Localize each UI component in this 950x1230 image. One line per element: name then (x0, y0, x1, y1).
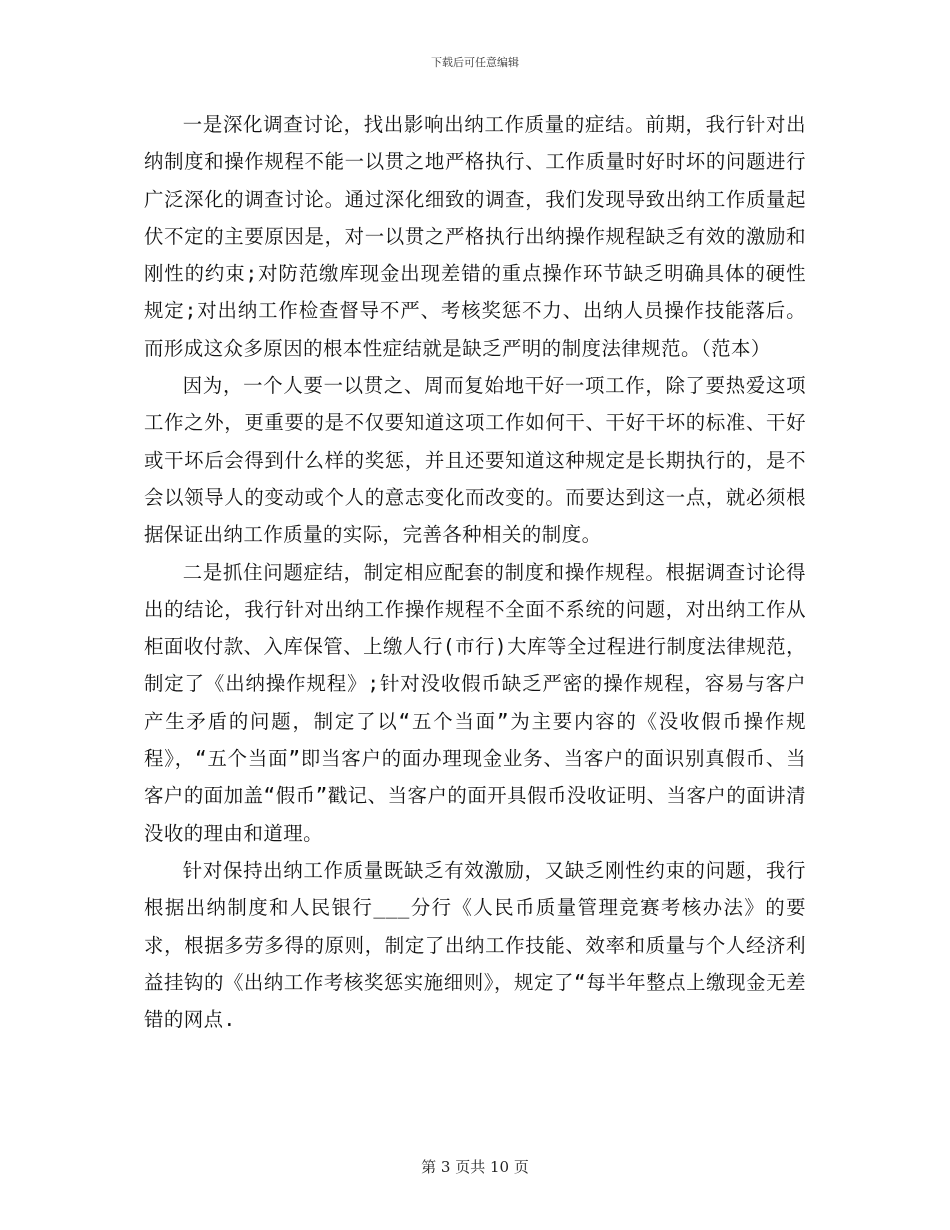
paragraph-1: 一是深化调查讨论，找出影响出纳工作质量的症结。前期，我行针对出纳制度和操作规程不能一以贯之地严格执行、工作质量时好时坏的问题进行广泛深化的调查讨论。通过深化细致的调查，我们发现导致出纳工作质量起伏不定的主要原因是，对一以贯之严格执行出纳操作规程缺乏有效的激励和刚性的约束;对防范缴库现金出现差错的重点操作环节缺乏明确具体的硬性规定;对出纳工作检查督导不严、考核奖惩不力、出纳人员操作技能落后。而形成这众多原因的根本性症结就是缺乏严明的制度法律规范。（范本） (144, 113, 806, 360)
page-header: 下载后可任意编辑 (431, 56, 519, 69)
paragraph-2: 因为，一个人要一以贯之、周而复始地干好一项工作，除了要热爱这项工作之外，更重要的是不仅要知道这项工作如何干、干好干坏的标准、干好或干坏后会得到什么样的奖惩，并且还要知道这种规定是长期执行的，是不会以领导人的变动或个人的意志变化而改变的。而要达到这一点，就必须根据保证出纳工作质量的实际，完善各种相关的制度。 (144, 374, 806, 547)
paragraph-3: 二是抓住问题症结，制定相应配套的制度和操作规程。根据调查讨论得出的结论，我行针对出纳工作操作规程不全面不系统的问题，对出纳工作从柜面收付款、入库保管、上缴人行(市行)大库等全过程进行制度法律规范，制定了《出纳操作规程》;针对没收假币缺乏严密的操作规程，容易与客户产生矛盾的问题，制定了以“五个当面”为主要内容的《没收假币操作规程》，“五个当面”即当客户的面办理现金业务、当客户的面识别真假币、当客户的面加盖“假币”戳记、当客户的面开具假币没收证明、当客户的面讲清没收的理由和道理。 (144, 560, 806, 845)
document-body (144, 106, 806, 1038)
paragraph-4: 针对保持出纳工作质量既缺乏有效激励，又缺乏刚性约束的问题，我行根据出纳制度和人民银行___分行《人民币质量管理竞赛考核办法》的要求，根据多劳多得的原则，制定了出纳工作技能、效率和质量与个人经济利益挂钩的《出纳工作考核奖惩实施细则》，规定了“每半年整点上缴现金无差错的网点. (144, 858, 806, 1032)
page-number-footer: 第 3 页共 10 页 (421, 1158, 529, 1176)
